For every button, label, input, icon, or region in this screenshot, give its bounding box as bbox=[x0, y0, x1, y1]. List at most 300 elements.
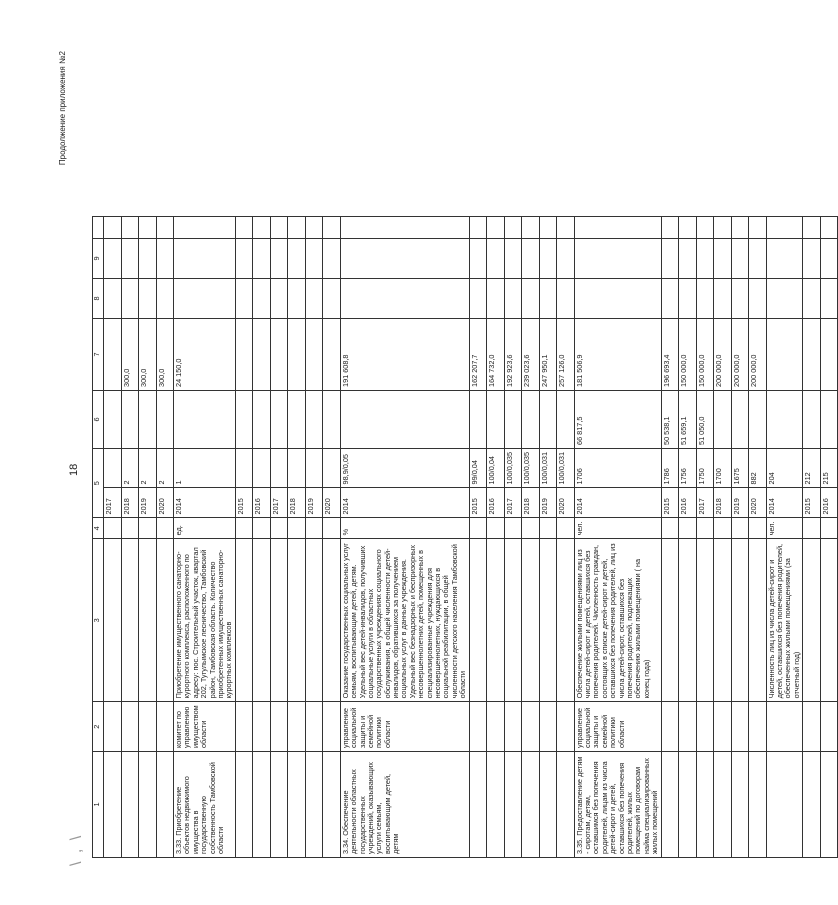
cell-empty bbox=[749, 216, 767, 238]
cell-executor: управление социальной защиты и семейной политики области bbox=[340, 702, 469, 752]
cell-year: 2020 bbox=[323, 488, 341, 518]
cell-executor bbox=[714, 702, 732, 752]
cell-local bbox=[288, 278, 306, 318]
cell-federal bbox=[749, 390, 767, 448]
cell-unit bbox=[749, 518, 767, 539]
cell-event bbox=[679, 752, 697, 858]
cell-local bbox=[522, 278, 540, 318]
header-cell: 8 bbox=[93, 278, 104, 318]
cell-local bbox=[749, 278, 767, 318]
cell-federal bbox=[539, 390, 557, 448]
cell-event bbox=[305, 752, 323, 858]
cell-executor bbox=[104, 702, 122, 752]
cell-regional bbox=[104, 318, 122, 390]
cell-unit bbox=[522, 518, 540, 539]
cell-local bbox=[469, 278, 487, 318]
program-table bbox=[92, 216, 838, 858]
cell-regional: 300,0 bbox=[121, 318, 139, 390]
cell-local bbox=[557, 278, 575, 318]
cell-indicator: Оказание государственных социальных услуг семьям, воспитывающим детей, детям. Удельный вес детей-инвалидов, получивших социальные услуги в областных государственных учреждениях социального обслуживания, в общей численности детей-инвалидов, обратившихся за получением социальных услуг в данные учреждения. Удельный вес безнадзорных и беспризорных несовершеннолетних детей, помещенных в специализированные учреждения для несовершеннолетних, нуждающихся в социальной реабилитации, в общей численности детского населения Тамбовской области bbox=[340, 539, 469, 702]
cell-executor: управление социальной защиты и семейной политики области bbox=[574, 702, 661, 752]
cell-indicator bbox=[235, 539, 253, 702]
cell-unit bbox=[820, 518, 838, 539]
cell-empty bbox=[487, 216, 505, 238]
cell-empty bbox=[522, 216, 540, 238]
cell-indicator bbox=[487, 539, 505, 702]
table-row bbox=[504, 216, 522, 857]
cell-local bbox=[156, 278, 174, 318]
cell-indicator bbox=[696, 539, 714, 702]
cell-value: 1786 bbox=[661, 448, 679, 487]
cell-executor bbox=[288, 702, 306, 752]
cell-unit: % bbox=[340, 518, 469, 539]
cell-indicator bbox=[557, 539, 575, 702]
cell-unit bbox=[803, 518, 821, 539]
cell-federal bbox=[288, 390, 306, 448]
cell-value: 100/0,031 bbox=[557, 448, 575, 487]
cell-value: 99/0,04 bbox=[469, 448, 487, 487]
cell-indicator bbox=[522, 539, 540, 702]
cell-indicator bbox=[323, 539, 341, 702]
cell-executor bbox=[156, 702, 174, 752]
table-row bbox=[121, 216, 139, 857]
table-row bbox=[539, 216, 557, 857]
cell-indicator bbox=[305, 539, 323, 702]
cell-empty bbox=[469, 216, 487, 238]
cell-event bbox=[253, 752, 271, 858]
cell-event bbox=[104, 752, 122, 858]
cell-regional: 300,0 bbox=[139, 318, 157, 390]
cell-year: 2015 bbox=[469, 488, 487, 518]
cell-regional bbox=[766, 318, 803, 390]
cell-local bbox=[661, 278, 679, 318]
cell-year: 2016 bbox=[253, 488, 271, 518]
cell-regional bbox=[305, 318, 323, 390]
cell-value bbox=[235, 448, 253, 487]
cell-extra bbox=[174, 238, 236, 278]
cell-executor bbox=[323, 702, 341, 752]
cell-year: 2020 bbox=[156, 488, 174, 518]
cell-federal bbox=[522, 390, 540, 448]
cell-value: 100/0,031 bbox=[539, 448, 557, 487]
cell-federal: 51 659,1 bbox=[679, 390, 697, 448]
cell-executor bbox=[731, 702, 749, 752]
cell-indicator bbox=[749, 539, 767, 702]
cell-regional: 200 000,0 bbox=[749, 318, 767, 390]
cell-year: 2014 bbox=[766, 488, 803, 518]
table-row bbox=[714, 216, 732, 857]
cell-unit bbox=[557, 518, 575, 539]
cell-extra bbox=[539, 238, 557, 278]
cell-regional bbox=[820, 318, 838, 390]
cell-extra bbox=[522, 238, 540, 278]
cell-regional: 150 000,0 bbox=[696, 318, 714, 390]
cell-local bbox=[139, 278, 157, 318]
table-row bbox=[731, 216, 749, 857]
cell-unit bbox=[696, 518, 714, 539]
cell-year: 2015 bbox=[803, 488, 821, 518]
table-row bbox=[522, 216, 540, 857]
cell-local bbox=[253, 278, 271, 318]
cell-value: 100/0,035 bbox=[504, 448, 522, 487]
table-row bbox=[820, 216, 838, 857]
cell-executor bbox=[522, 702, 540, 752]
cell-federal: 66 817,5 bbox=[574, 390, 661, 448]
cell-year: 2015 bbox=[235, 488, 253, 518]
cell-empty bbox=[139, 216, 157, 238]
cell-event bbox=[696, 752, 714, 858]
cell-unit bbox=[305, 518, 323, 539]
cell-federal: 51 050,0 bbox=[696, 390, 714, 448]
cell-event bbox=[121, 752, 139, 858]
cell-extra bbox=[803, 238, 821, 278]
table-row bbox=[270, 216, 288, 857]
cell-indicator bbox=[661, 539, 679, 702]
cell-local bbox=[803, 278, 821, 318]
cell-year: 2017 bbox=[504, 488, 522, 518]
rotated-page-content bbox=[52, 41, 830, 876]
cell-year: 2014 bbox=[174, 488, 236, 518]
cell-executor bbox=[305, 702, 323, 752]
cell-extra bbox=[714, 238, 732, 278]
cell-extra bbox=[121, 238, 139, 278]
cell-empty bbox=[766, 216, 803, 238]
cell-regional: 247 950,1 bbox=[539, 318, 557, 390]
cell-value: 1706 bbox=[574, 448, 661, 487]
cell-local bbox=[323, 278, 341, 318]
cell-empty bbox=[696, 216, 714, 238]
cell-unit bbox=[539, 518, 557, 539]
cell-federal: 50 538,1 bbox=[661, 390, 679, 448]
cell-unit bbox=[253, 518, 271, 539]
cell-event bbox=[139, 752, 157, 858]
cell-value: 1 bbox=[174, 448, 236, 487]
cell-local bbox=[104, 278, 122, 318]
cell-extra bbox=[557, 238, 575, 278]
cell-event bbox=[539, 752, 557, 858]
cell-extra bbox=[696, 238, 714, 278]
cell-unit bbox=[139, 518, 157, 539]
cell-federal bbox=[766, 390, 803, 448]
cell-indicator bbox=[121, 539, 139, 702]
cell-federal bbox=[803, 390, 821, 448]
cell-indicator bbox=[156, 539, 174, 702]
table-row bbox=[139, 216, 157, 857]
cell-year: 2019 bbox=[139, 488, 157, 518]
table-row bbox=[557, 216, 575, 857]
header-cell: 4 bbox=[93, 518, 104, 539]
cell-empty bbox=[104, 216, 122, 238]
cell-indicator: Приобретение имущественного санаторно-курортного комплекса, расположенного по адресу: пос. Строительный участок, квартал 202, Тугулымское лесничество, Тамбовский район, Тамбовская область. Количество приобретенных имущественных санаторно-курортных комплексов bbox=[174, 539, 236, 702]
cell-empty bbox=[504, 216, 522, 238]
table-row bbox=[574, 216, 661, 857]
cell-empty bbox=[305, 216, 323, 238]
cell-year: 2017 bbox=[270, 488, 288, 518]
table-row bbox=[104, 216, 122, 857]
cell-event bbox=[504, 752, 522, 858]
cell-regional: 24 150,0 bbox=[174, 318, 236, 390]
cell-local bbox=[487, 278, 505, 318]
cell-year: 2017 bbox=[696, 488, 714, 518]
cell-regional: 200 000,0 bbox=[714, 318, 732, 390]
cell-local bbox=[174, 278, 236, 318]
table-header-row bbox=[93, 216, 104, 857]
cell-value bbox=[323, 448, 341, 487]
cell-event bbox=[714, 752, 732, 858]
cell-unit bbox=[469, 518, 487, 539]
cell-unit: ед. bbox=[174, 518, 236, 539]
cell-unit bbox=[121, 518, 139, 539]
cell-year: 2019 bbox=[305, 488, 323, 518]
table-row bbox=[235, 216, 253, 857]
table-row bbox=[305, 216, 323, 857]
cell-empty bbox=[121, 216, 139, 238]
cell-extra bbox=[731, 238, 749, 278]
cell-event: 3.34. Обеспечение деятельности областных государственных учреждений, оказывающих услуги семьям, воспитывающим детей, детям bbox=[340, 752, 469, 858]
cell-indicator bbox=[253, 539, 271, 702]
cell-empty bbox=[574, 216, 661, 238]
continuation-note: Продолжение приложения №2 bbox=[58, 51, 67, 166]
cell-event bbox=[270, 752, 288, 858]
header-cell: 7 bbox=[93, 318, 104, 390]
cell-event bbox=[288, 752, 306, 858]
cell-executor bbox=[661, 702, 679, 752]
cell-value bbox=[253, 448, 271, 487]
cell-event bbox=[522, 752, 540, 858]
cell-year: 2019 bbox=[731, 488, 749, 518]
cell-unit bbox=[487, 518, 505, 539]
cell-local bbox=[820, 278, 838, 318]
cell-year: 2018 bbox=[288, 488, 306, 518]
cell-federal bbox=[270, 390, 288, 448]
cell-regional bbox=[323, 318, 341, 390]
cell-value bbox=[305, 448, 323, 487]
cell-executor bbox=[557, 702, 575, 752]
cell-empty bbox=[340, 216, 469, 238]
cell-federal bbox=[340, 390, 469, 448]
cell-unit bbox=[270, 518, 288, 539]
cell-executor bbox=[270, 702, 288, 752]
cell-event bbox=[661, 752, 679, 858]
cell-unit: чел. bbox=[766, 518, 803, 539]
cell-empty bbox=[323, 216, 341, 238]
cell-local bbox=[731, 278, 749, 318]
cell-indicator bbox=[820, 539, 838, 702]
cell-federal bbox=[253, 390, 271, 448]
cell-event bbox=[803, 752, 821, 858]
cell-regional: 164 732,0 bbox=[487, 318, 505, 390]
header-cell: 2 bbox=[93, 702, 104, 752]
cell-extra bbox=[820, 238, 838, 278]
cell-empty bbox=[174, 216, 236, 238]
cell-local bbox=[340, 278, 469, 318]
table-row bbox=[253, 216, 271, 857]
cell-value: 215 bbox=[820, 448, 838, 487]
cell-executor bbox=[696, 702, 714, 752]
cell-federal bbox=[714, 390, 732, 448]
cell-unit bbox=[731, 518, 749, 539]
cell-executor: комитет по управлению имуществом области bbox=[174, 702, 236, 752]
cell-indicator: Численность лиц из числа детей-сирот и детей, оставшихся без попечения родителей, обеспеченных жилыми помещениями (за отчетный год) bbox=[766, 539, 803, 702]
cell-extra bbox=[469, 238, 487, 278]
header-cell: 6 bbox=[93, 390, 104, 448]
cell-year: 2016 bbox=[820, 488, 838, 518]
cell-empty bbox=[820, 216, 838, 238]
cell-empty bbox=[288, 216, 306, 238]
cell-regional: 181 506,9 bbox=[574, 318, 661, 390]
cell-empty bbox=[731, 216, 749, 238]
cell-executor bbox=[235, 702, 253, 752]
cell-year: 2016 bbox=[679, 488, 697, 518]
cell-executor bbox=[820, 702, 838, 752]
cell-executor bbox=[504, 702, 522, 752]
cell-federal bbox=[235, 390, 253, 448]
cell-event bbox=[557, 752, 575, 858]
cell-federal bbox=[504, 390, 522, 448]
cell-value: 2 bbox=[156, 448, 174, 487]
cell-extra bbox=[679, 238, 697, 278]
cell-federal bbox=[121, 390, 139, 448]
table-row bbox=[174, 216, 236, 857]
cell-federal bbox=[557, 390, 575, 448]
cell-indicator: Обеспечение жилыми помещениями лиц из числа детей-сирот и детей, оставшихся без попечения родителей. Численность граждан, состоящих в списке детей-сирот и детей, оставшихся без попечения родителей, лиц из числа детей-сирот, оставшихся без попечения родителей, подлежащих обеспечению жилыми помещениями ( на конец года) bbox=[574, 539, 661, 702]
cell-value bbox=[270, 448, 288, 487]
table-row bbox=[487, 216, 505, 857]
cell-event bbox=[731, 752, 749, 858]
cell-unit bbox=[679, 518, 697, 539]
cell-extra bbox=[504, 238, 522, 278]
cell-event bbox=[323, 752, 341, 858]
cell-year: 2016 bbox=[487, 488, 505, 518]
cell-year: 2014 bbox=[574, 488, 661, 518]
table-row bbox=[679, 216, 697, 857]
cell-unit bbox=[504, 518, 522, 539]
cell-extra bbox=[139, 238, 157, 278]
cell-value: 1700 bbox=[714, 448, 732, 487]
cell-indicator bbox=[139, 539, 157, 702]
cell-unit bbox=[104, 518, 122, 539]
cell-federal bbox=[820, 390, 838, 448]
cell-federal bbox=[469, 390, 487, 448]
cell-indicator bbox=[803, 539, 821, 702]
cell-indicator bbox=[270, 539, 288, 702]
cell-extra bbox=[749, 238, 767, 278]
cell-value: 1750 bbox=[696, 448, 714, 487]
cell-event bbox=[235, 752, 253, 858]
page-number: 18 bbox=[68, 463, 80, 476]
cell-federal bbox=[104, 390, 122, 448]
cell-indicator bbox=[288, 539, 306, 702]
table-row bbox=[661, 216, 679, 857]
cell-federal bbox=[156, 390, 174, 448]
cell-unit: чел. bbox=[574, 518, 661, 539]
cell-year: 2020 bbox=[749, 488, 767, 518]
table-body bbox=[104, 216, 838, 857]
cell-year: 2018 bbox=[121, 488, 139, 518]
cell-regional: 239 023,6 bbox=[522, 318, 540, 390]
cell-year: 2019 bbox=[539, 488, 557, 518]
cell-local bbox=[679, 278, 697, 318]
cell-extra bbox=[305, 238, 323, 278]
table-row bbox=[749, 216, 767, 857]
cell-federal bbox=[731, 390, 749, 448]
cell-value: 100/0,035 bbox=[522, 448, 540, 487]
cell-value: 212 bbox=[803, 448, 821, 487]
cell-year: 2015 bbox=[661, 488, 679, 518]
cell-year: 2018 bbox=[522, 488, 540, 518]
cell-executor bbox=[139, 702, 157, 752]
cell-empty bbox=[557, 216, 575, 238]
cell-local bbox=[504, 278, 522, 318]
cell-regional: 257 126,0 bbox=[557, 318, 575, 390]
cell-executor bbox=[803, 702, 821, 752]
cell-regional bbox=[288, 318, 306, 390]
cell-local bbox=[235, 278, 253, 318]
cell-extra bbox=[661, 238, 679, 278]
cell-local bbox=[121, 278, 139, 318]
cell-indicator bbox=[504, 539, 522, 702]
cell-indicator bbox=[539, 539, 557, 702]
header-cell: 3 bbox=[93, 539, 104, 702]
cell-event bbox=[766, 752, 803, 858]
cell-event bbox=[820, 752, 838, 858]
cell-empty bbox=[270, 216, 288, 238]
cell-executor bbox=[749, 702, 767, 752]
cell-regional: 200 000,0 bbox=[731, 318, 749, 390]
cell-empty bbox=[156, 216, 174, 238]
cell-extra bbox=[323, 238, 341, 278]
cell-local bbox=[270, 278, 288, 318]
cell-indicator bbox=[469, 539, 487, 702]
cell-empty bbox=[803, 216, 821, 238]
header-cell: 5 bbox=[93, 448, 104, 517]
cell-local bbox=[539, 278, 557, 318]
cell-executor bbox=[539, 702, 557, 752]
cell-regional bbox=[803, 318, 821, 390]
cell-local bbox=[305, 278, 323, 318]
cell-empty bbox=[714, 216, 732, 238]
cell-unit bbox=[661, 518, 679, 539]
cell-executor bbox=[253, 702, 271, 752]
cell-value: 1675 bbox=[731, 448, 749, 487]
table-row bbox=[696, 216, 714, 857]
cell-executor bbox=[121, 702, 139, 752]
cell-extra bbox=[156, 238, 174, 278]
table-row bbox=[340, 216, 469, 857]
cell-value: 2 bbox=[121, 448, 139, 487]
cell-value bbox=[288, 448, 306, 487]
cell-event: 3.33. Приобретение объектов недвижимого имущества в государственную собственность Тамбовской области bbox=[174, 752, 236, 858]
table-row bbox=[288, 216, 306, 857]
cell-extra bbox=[104, 238, 122, 278]
cell-value: 1756 bbox=[679, 448, 697, 487]
cell-unit bbox=[323, 518, 341, 539]
cell-indicator bbox=[714, 539, 732, 702]
cell-federal bbox=[139, 390, 157, 448]
cell-regional: 150 000,0 bbox=[679, 318, 697, 390]
cell-extra bbox=[766, 238, 803, 278]
cell-executor bbox=[766, 702, 803, 752]
cell-executor bbox=[679, 702, 697, 752]
cell-empty bbox=[539, 216, 557, 238]
cell-regional bbox=[270, 318, 288, 390]
cell-federal bbox=[487, 390, 505, 448]
cell-regional: 196 693,4 bbox=[661, 318, 679, 390]
cell-empty bbox=[253, 216, 271, 238]
cell-empty bbox=[235, 216, 253, 238]
handwritten-mark: \ , \ bbox=[68, 833, 85, 866]
cell-regional: 300,0 bbox=[156, 318, 174, 390]
